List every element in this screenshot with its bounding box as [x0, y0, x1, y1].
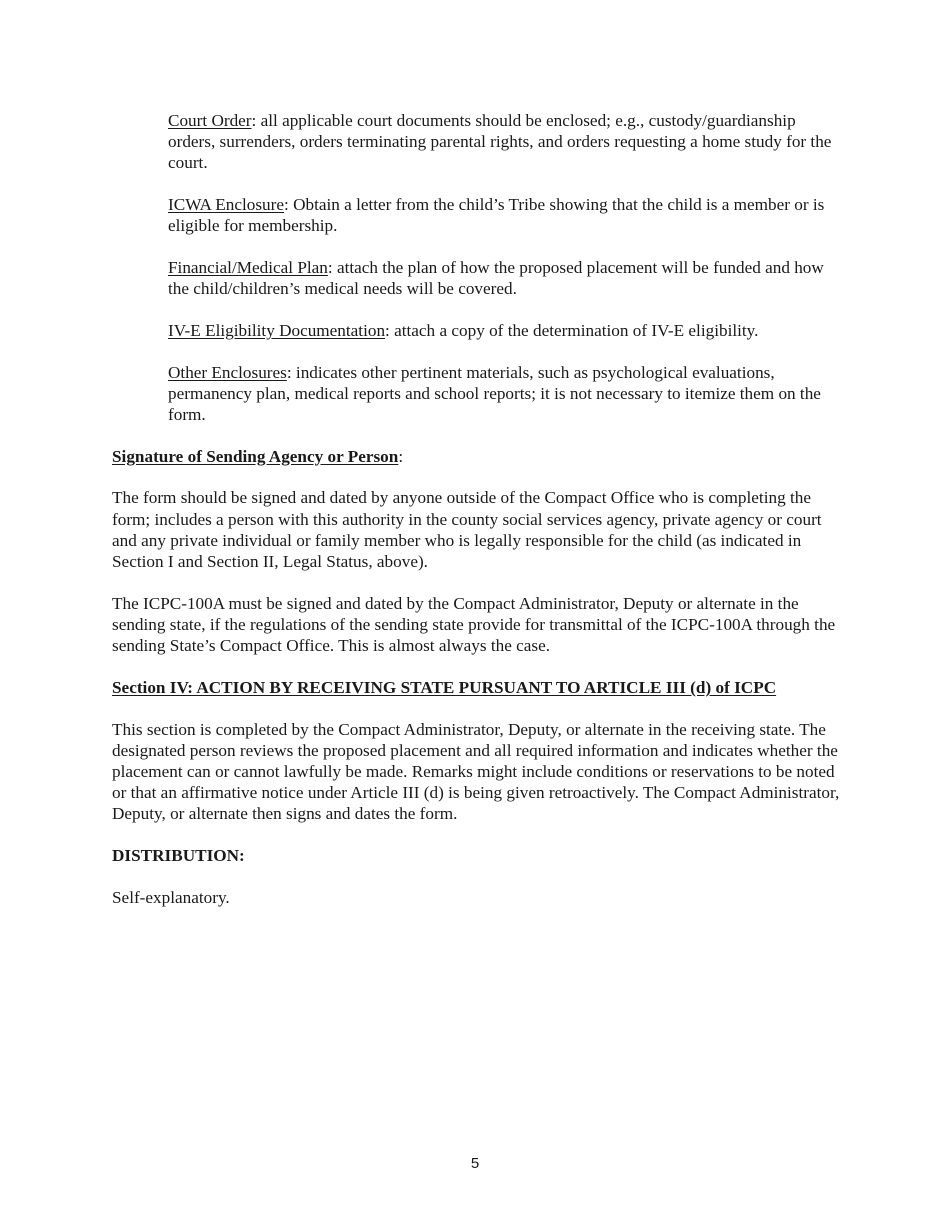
distribution-heading: DISTRIBUTION: [112, 846, 245, 866]
enclosures-list [112, 110, 842, 425]
section-iv-heading-text: Section IV: ACTION BY RECEIVING STATE PURSUANT TO ARTICLE III (d) of ICPC [112, 677, 777, 697]
enclosure-item-financial-medical [168, 257, 842, 299]
enclosure-text: : attach a copy of the determination of IV-E eligibility. [385, 320, 759, 340]
signature-heading [112, 446, 842, 467]
page-content [112, 110, 842, 928]
enclosure-term: IV-E Eligibility Documentation [168, 320, 386, 340]
enclosure-term: Financial/Medical Plan [168, 258, 328, 278]
enclosure-term: Court Order [168, 111, 252, 130]
enclosure-text: : all applicable court documents should be enclosed; e.g., custody/guardianship orders, surrenders, orders terminating parental rights, and orders requesting a home study for the court. [168, 111, 832, 173]
enclosure-item-other [168, 362, 842, 426]
signature-paragraph-1: The form should be signed and dated by anyone outside of the Compact Office who is completing the form; includes a person with this authority in the county social services agency, private agency or court and any private individual or family member who is legally responsible for the child (as indicated in Section I and Section II, Legal Status, above). [112, 488, 822, 572]
enclosure-item-icwa [168, 194, 842, 236]
page-number: 5 [470, 1155, 480, 1172]
distribution-text: Self-explanatory. [112, 887, 230, 907]
signature-heading-suffix: : [398, 446, 404, 466]
enclosure-term: Other Enclosures [168, 362, 287, 382]
enclosure-term: ICWA Enclosure [168, 195, 284, 215]
signature-heading-text: Signature of Sending Agency or Person [112, 446, 399, 466]
enclosure-text: : attach the plan of how the proposed placement will be funded and how the child/children’s medical needs will be covered. [168, 258, 824, 299]
enclosure-text: : Obtain a letter from the child’s Tribe showing that the child is a member or is eligible for membership. [168, 195, 825, 236]
section-iv-paragraph: This section is completed by the Compact Administrator, Deputy, or alternate in the receiving state. The designated person reviews the proposed placement and all required information and indicates whether the placement can or cannot lawfully be made. Remarks might include conditions or reservations to be noted or that an affirmative notice under Article III (d) is being given retroactively. The Compact Administrator, Deputy, or alternate then signs and dates the form. [112, 719, 840, 824]
enclosure-text: : indicates other pertinent materials, such as psychological evaluations, permanency plan, medical reports and school reports; it is not necessary to itemize them on the form. [168, 362, 821, 425]
enclosure-item-iv-e [168, 320, 842, 341]
section-iv-heading [112, 677, 842, 698]
signature-paragraph-2: The ICPC-100A must be signed and dated by the Compact Administrator, Deputy or alternate in the sending state, if the regulations of the sending state provide for transmittal of the ICPC-100A through the sending State’s Compact Office. This is almost always the case. [112, 593, 836, 656]
enclosure-item-court-order [168, 110, 842, 174]
